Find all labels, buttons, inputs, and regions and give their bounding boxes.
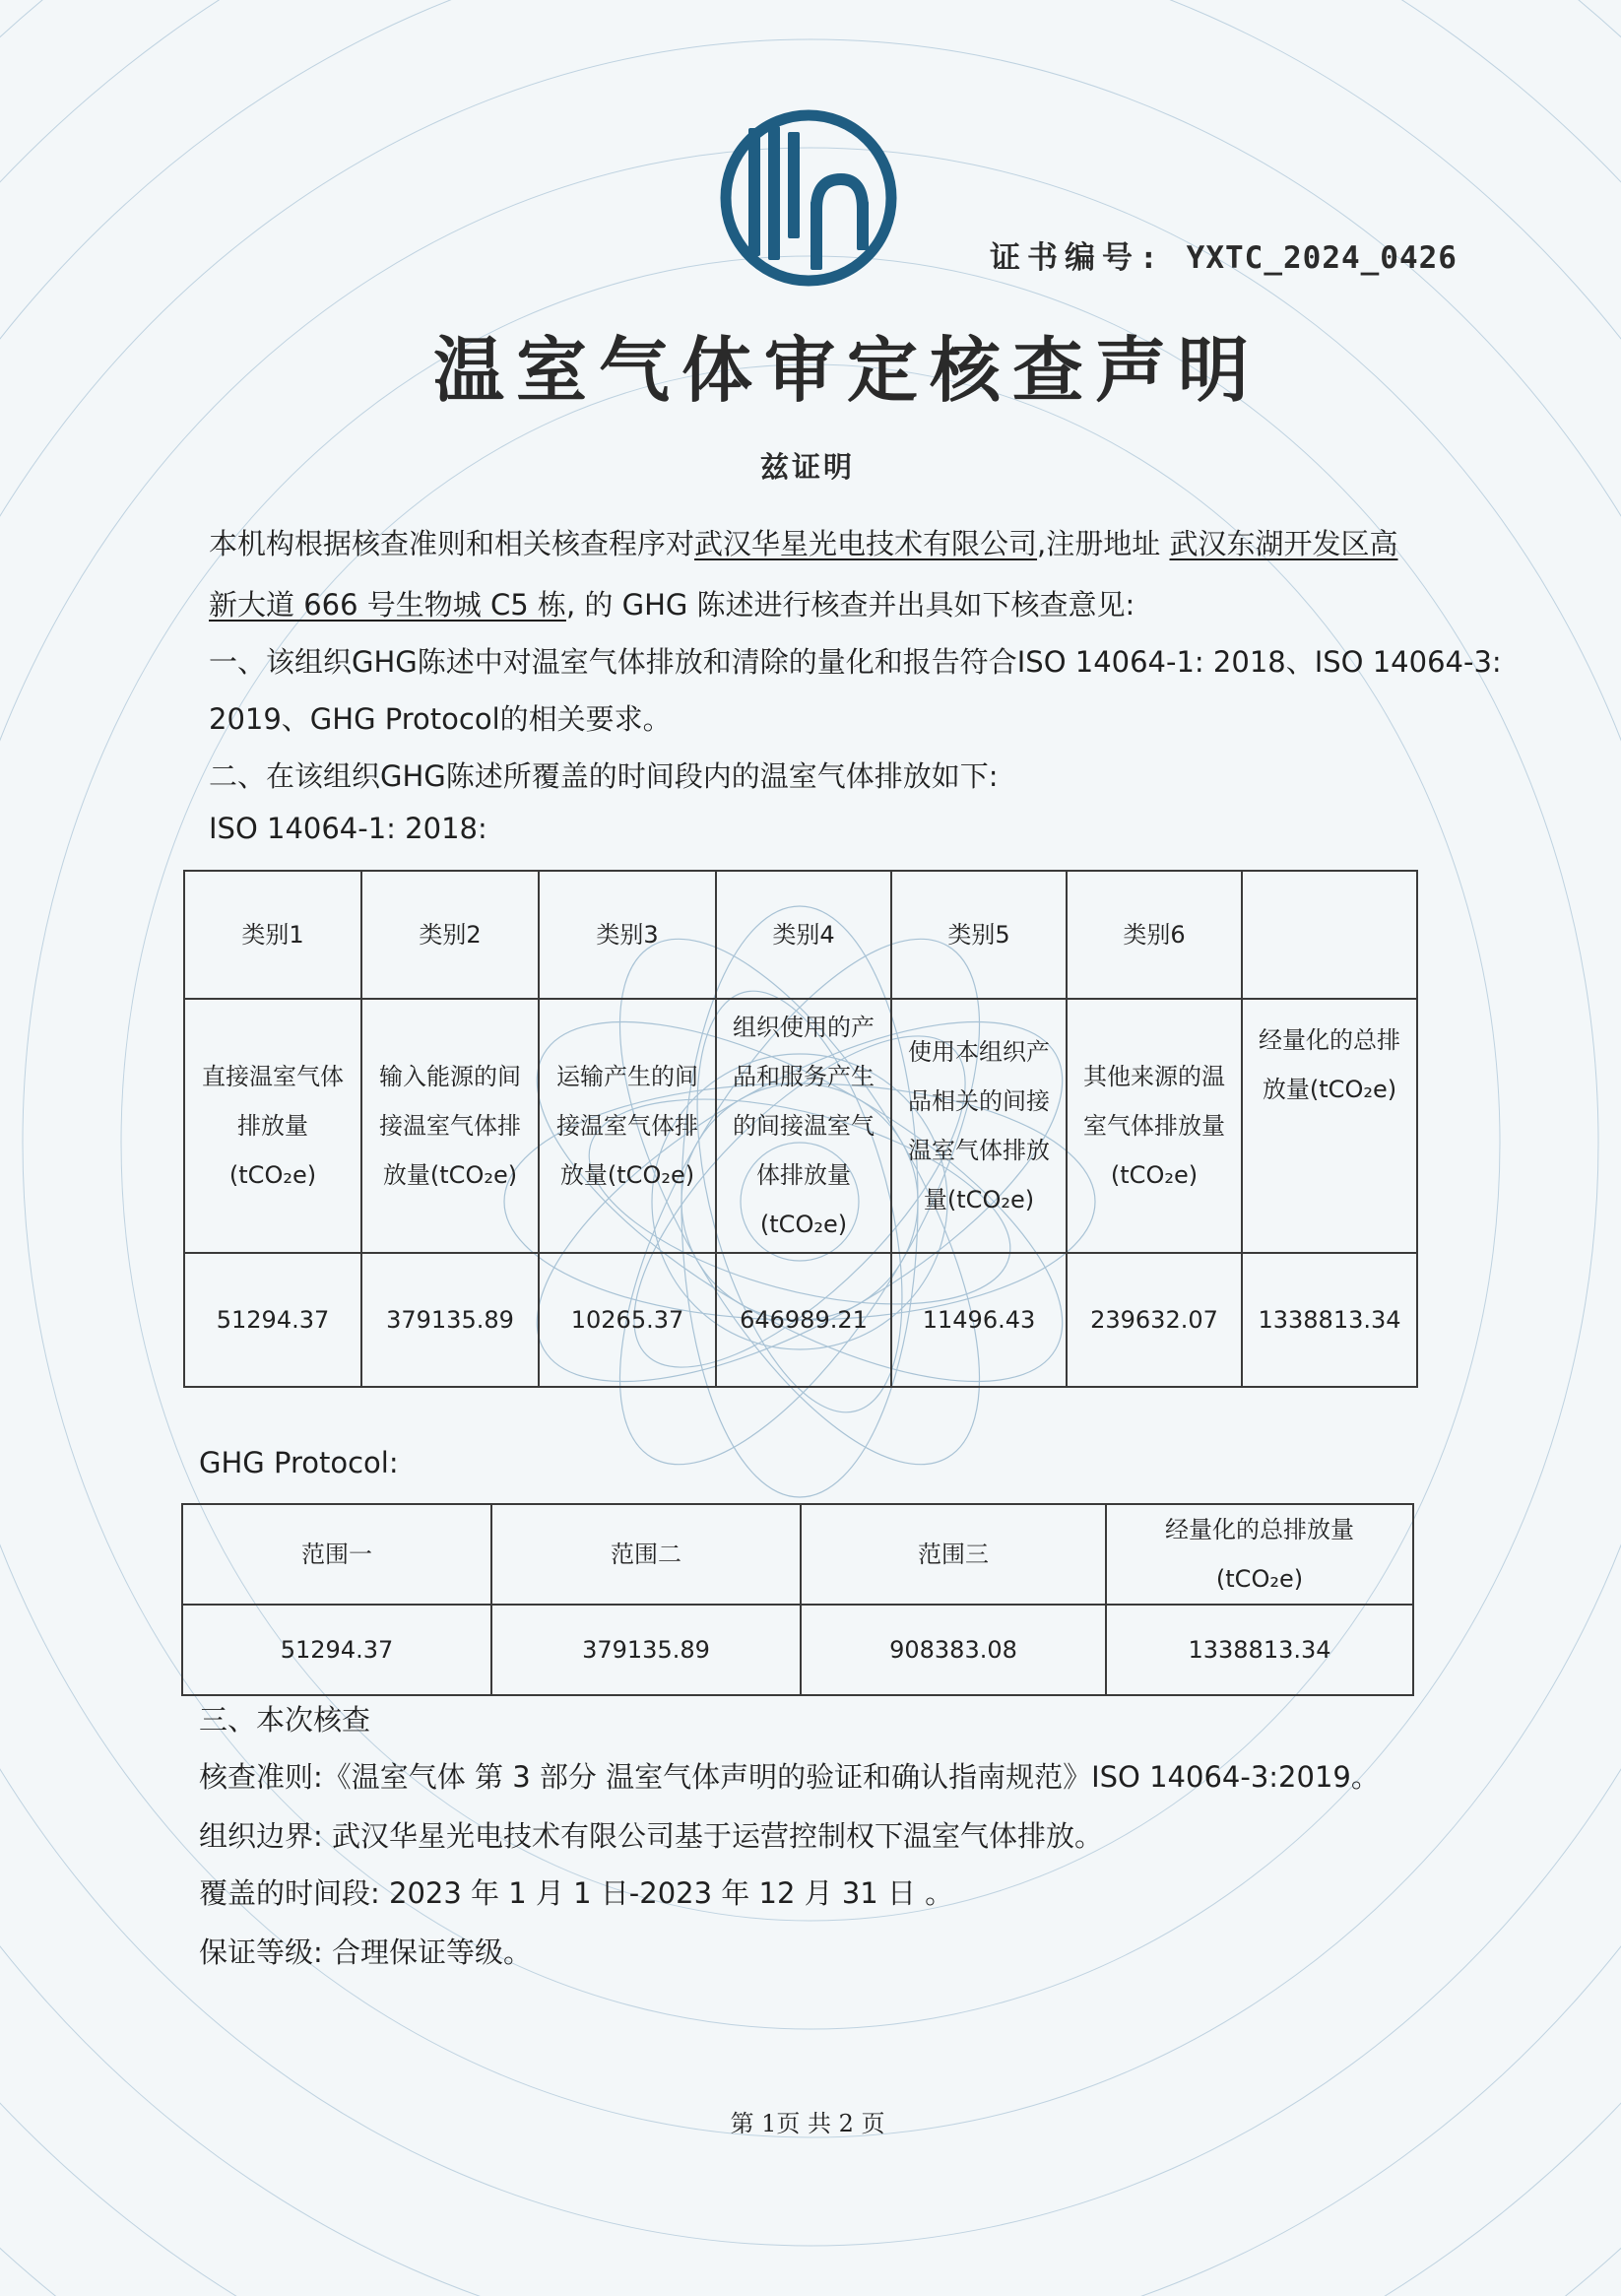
category-description: 组织使用的产品和服务产生的间接温室气体排放量 bbox=[733, 1014, 875, 1189]
table-value-cell: 1338813.34 bbox=[1106, 1605, 1413, 1695]
intro-line-3: 一、该组织GHG陈述中对温室气体排放和清除的量化和报告符合ISO 14064-1: 2018、ISO 14064-3: bbox=[209, 645, 1502, 679]
table-header-cell bbox=[1242, 871, 1417, 999]
table-value-cell: 1338813.34 bbox=[1242, 1253, 1417, 1387]
intro-text: ,注册地址 bbox=[1037, 527, 1161, 560]
iso-emissions-table bbox=[183, 870, 1418, 1388]
unit-label: (tCO₂e) bbox=[1110, 1161, 1199, 1189]
ghg-protocol-label: GHG Protocol: bbox=[199, 1446, 399, 1479]
table-cell bbox=[1067, 999, 1242, 1253]
intro-text: 本机构根据核查准则和相关核查程序对 bbox=[209, 527, 695, 560]
table-value-cell: 646989.21 bbox=[716, 1253, 891, 1387]
certificate-number bbox=[990, 232, 1458, 277]
table-value-cell: 11496.43 bbox=[891, 1253, 1067, 1387]
page-number: 第 1页 共 2 页 bbox=[730, 2110, 885, 2137]
table-cell bbox=[184, 999, 361, 1253]
table-value-cell: 379135.89 bbox=[491, 1605, 801, 1695]
category-description: 运输产生的间接温室气体排放量 bbox=[556, 1063, 698, 1189]
category-description: 输入能源的间接温室气体排放量 bbox=[379, 1063, 521, 1189]
table-header-cell: 范围一 bbox=[182, 1504, 491, 1605]
table-value-cell: 908383.08 bbox=[801, 1605, 1106, 1695]
verification-criteria: 核查准则:《温室气体 第 3 部分 温室气体声明的验证和确认指南规范》ISO 14064-3:2019。 bbox=[199, 1760, 1380, 1794]
unit-label: (tCO₂e) bbox=[429, 1161, 518, 1189]
registered-address: 新大道 666 号生物城 C5 栋 bbox=[209, 588, 566, 622]
table-value-cell: 51294.37 bbox=[182, 1605, 491, 1695]
section-3-heading: 三、本次核查 bbox=[199, 1703, 371, 1737]
table-value-cell: 10265.37 bbox=[539, 1253, 716, 1387]
table-header-cell: 范围二 bbox=[491, 1504, 801, 1605]
table-value-row bbox=[182, 1605, 1413, 1695]
table-value-row bbox=[184, 1253, 1417, 1387]
table-cell bbox=[361, 999, 539, 1253]
table-description-row bbox=[184, 999, 1417, 1253]
table-value-cell: 51294.37 bbox=[184, 1253, 361, 1387]
category-description: 其他来源的温室气体排放量 bbox=[1083, 1063, 1225, 1140]
certificate-number-value: YXTC_2024_0426 bbox=[1186, 240, 1458, 276]
category-description: 使用本组织产品相关的间接温室气体排放量 bbox=[908, 1038, 1050, 1214]
table-header-cell: 类别2 bbox=[361, 871, 539, 999]
table-header-cell: 范围三 bbox=[801, 1504, 1106, 1605]
table-header-row bbox=[184, 871, 1417, 999]
certificate-number-label: 证书编号: bbox=[990, 240, 1165, 276]
intro-line-1 bbox=[209, 522, 1397, 562]
unit-label: (tCO₂e) bbox=[946, 1186, 1035, 1214]
unit-label: (tCO₂e) bbox=[1215, 1565, 1304, 1593]
table-header-cell: 类别6 bbox=[1067, 871, 1242, 999]
intro-line-4: 2019、GHG Protocol的相关要求。 bbox=[209, 702, 672, 736]
organization-logo bbox=[717, 106, 900, 290]
unit-label: (tCO₂e) bbox=[759, 1211, 848, 1238]
organization-boundary: 组织边界: 武汉华星光电技术有限公司基于运营控制权下温室气体排放。 bbox=[199, 1819, 1103, 1853]
intro-line-5: 二、在该组织GHG陈述所覆盖的时间段内的温室气体排放如下: bbox=[209, 759, 999, 793]
page-subtitle: 兹证明 bbox=[759, 450, 855, 484]
ghg-protocol-table bbox=[181, 1503, 1414, 1696]
table-header-cell: 类别3 bbox=[539, 871, 716, 999]
registered-address: 武汉东湖开发区高 bbox=[1169, 527, 1398, 560]
table-cell bbox=[539, 999, 716, 1253]
table-value-cell: 379135.89 bbox=[361, 1253, 539, 1387]
table-cell bbox=[891, 999, 1067, 1253]
organization-name: 武汉华星光电技术有限公司 bbox=[694, 527, 1038, 560]
unit-label: (tCO₂e) bbox=[228, 1161, 317, 1189]
intro-text: , 的 GHG 陈述进行核查并出具如下核查意见: bbox=[565, 588, 1135, 622]
header-label: 经量化的总排放量 bbox=[1165, 1516, 1354, 1543]
table-cell bbox=[716, 999, 891, 1253]
iso-standard-label: ISO 14064-1: 2018: bbox=[209, 812, 487, 845]
category-description: 经量化的总排放量 bbox=[1259, 1026, 1400, 1103]
intro-line-2 bbox=[209, 583, 1135, 623]
unit-label: (tCO₂e) bbox=[607, 1161, 695, 1189]
table-header-cell: 类别4 bbox=[716, 871, 891, 999]
table-header-row bbox=[182, 1504, 1413, 1605]
category-description: 直接温室气体排放量 bbox=[202, 1063, 344, 1140]
assurance-level: 保证等级: 合理保证等级。 bbox=[199, 1935, 532, 1969]
table-cell bbox=[1242, 999, 1417, 1253]
page-title: 温室气体审定核查声明 bbox=[433, 328, 1262, 412]
table-header-cell: 类别5 bbox=[891, 871, 1067, 999]
table-header-cell bbox=[1106, 1504, 1413, 1605]
table-header-cell: 类别1 bbox=[184, 871, 361, 999]
table-value-cell: 239632.07 bbox=[1067, 1253, 1242, 1387]
unit-label: (tCO₂e) bbox=[1309, 1076, 1397, 1103]
coverage-period: 覆盖的时间段: 2023 年 1 月 1 日-2023 年 12 月 31 日 。 bbox=[199, 1876, 954, 1910]
